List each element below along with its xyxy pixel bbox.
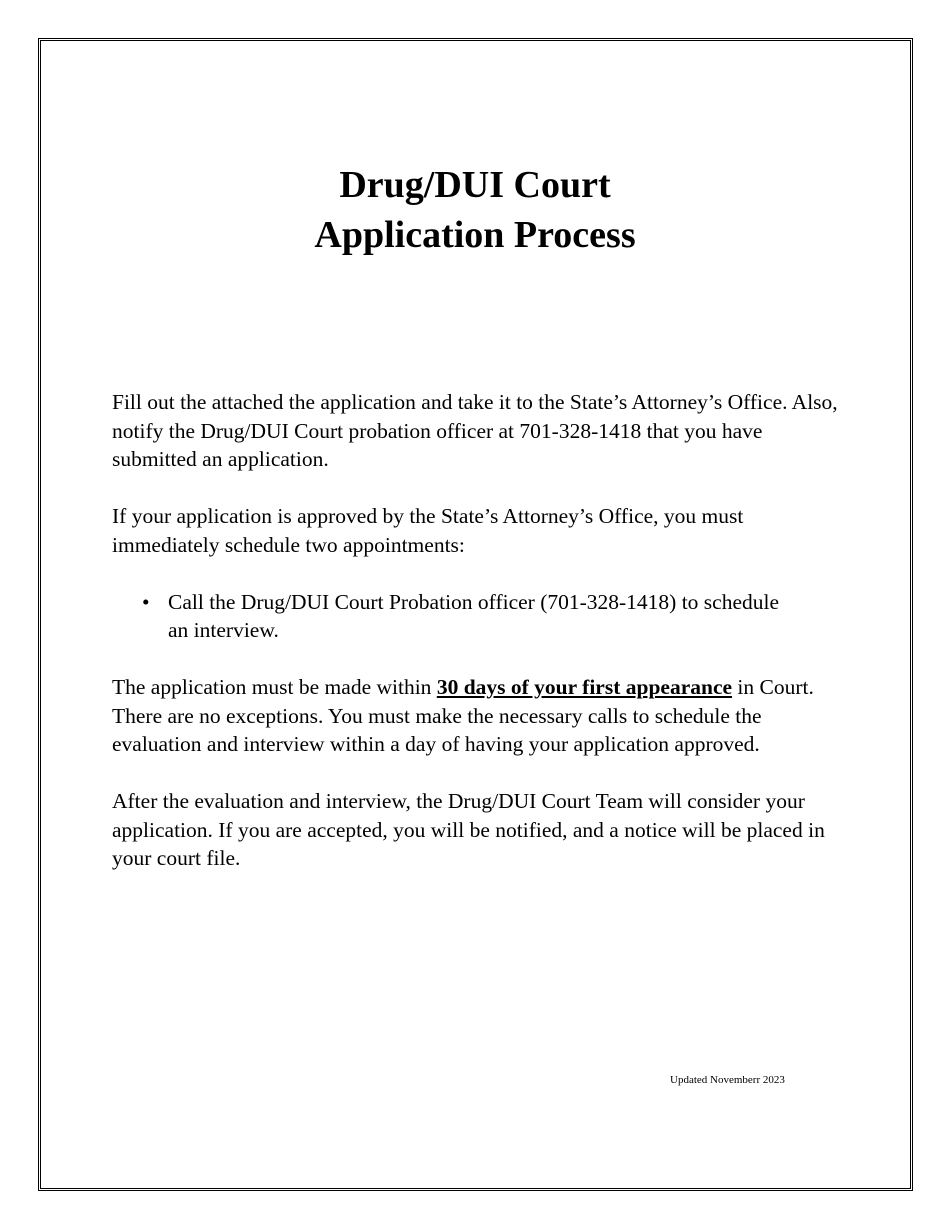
paragraph-deadline (112, 673, 842, 759)
deadline-text-before: The application must be made within (112, 675, 437, 699)
deadline-text-after: in Court. There are no exceptions. You must make the necessary calls to schedule the evaluation and interview within a day of having your application approved. (112, 675, 814, 756)
bullet-icon: • (142, 589, 150, 614)
page-title (0, 160, 950, 260)
list-item (112, 588, 842, 645)
body-content (112, 388, 842, 901)
paragraph-team-review: After the evaluation and interview, the Drug/DUI Court Team will consider your application. If you are accepted, you will be notified, and a notice will be placed in your court file. (112, 789, 825, 870)
title-line-2: Application Process (314, 214, 636, 256)
deadline-emphasis: 30 days of your first appearance (436, 675, 733, 699)
paragraph-approval: If your application is approved by the State’s Attorney’s Office, you must immediately schedule two appointments: (112, 504, 744, 557)
list-item-text: Call the Drug/DUI Court Probation officer (701-328-1418) to schedule an interview. (168, 589, 780, 642)
title-line-1: Drug/DUI Court (339, 164, 611, 206)
updated-note: Updated Novemberr 2023 (670, 1074, 785, 1086)
appointments-list (112, 588, 842, 645)
paragraph-submit-application: Fill out the attached the application and take it to the State’s Attorney’s Office. Also, notify the Drug/DUI Court probation officer at 701-328-1418 that you have submitted an application. (112, 390, 838, 471)
